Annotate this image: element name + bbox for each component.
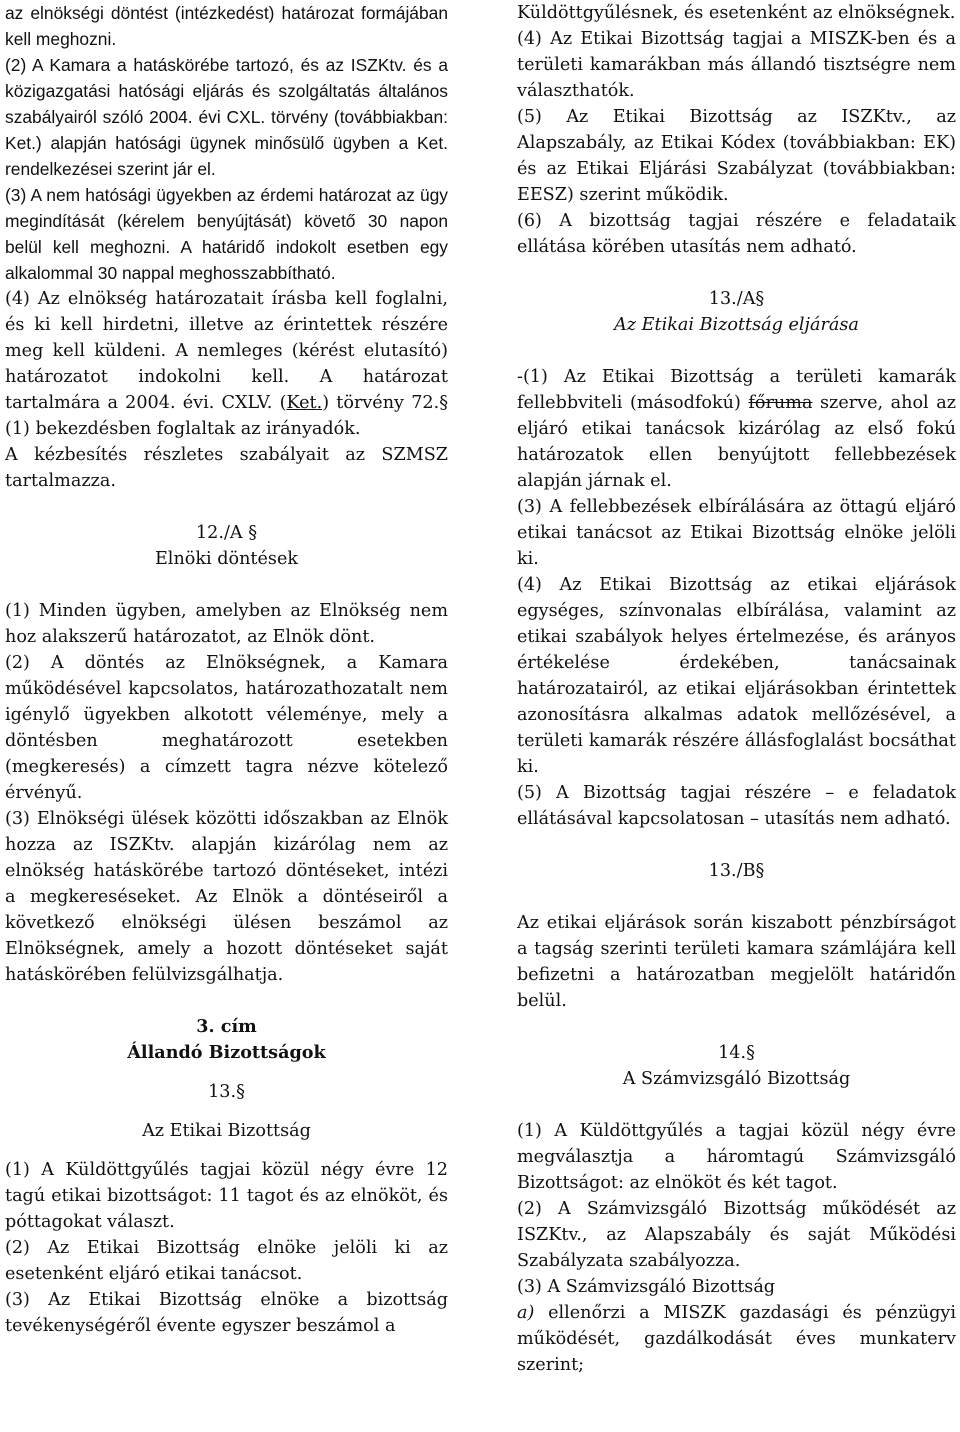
- paragraph: A kézbesítés részletes szabályait az SZMSZ tartalmazza.: [5, 445, 448, 491]
- paragraph: (1) A Küldöttgyűlés a tagjai közül négy évre megválasztja a háromtagú Számvizsgáló Bizottságot: az elnököt és két tagot.: [517, 1121, 956, 1193]
- paragraph: (1) A Küldöttgyűlés tagjai közül négy évre 12 tagú etikai bizottságot: 11 tagot és az elnököt, és póttagokat választ.: [5, 1160, 448, 1232]
- paragraph: az elnökségi döntést (intézkedést) határozat formájában kell meghozni.: [5, 3, 448, 49]
- paragraph: (2) A Számvizsgáló Bizottság működését az ISZKtv., az Alapszabály és saját Működési Szabályzata szabályozza.: [517, 1199, 956, 1271]
- section-number: 13./A§: [708, 289, 765, 309]
- ket-reference: Ket.: [286, 393, 323, 413]
- section-number: 14.§: [718, 1043, 755, 1063]
- section-number: 13./B§: [708, 861, 765, 881]
- paragraph: (2) A Kamara a hatáskörébe tartozó, és az ISZKtv. és a közigazgatási hatósági eljárás és szolgáltatás általános szabályairól szóló 2004. évi CXL. törvény (továbbiakban: Ket.) alapján hatósági ügynek minősülő ügyben a Ket. rendelkezései szerint jár el.: [5, 55, 448, 179]
- text: szerve, ahol az eljáró etikai tanácsok kizárólag az első fokú határozatok ellen benyújtott fellebbezések alapján járnak el.: [517, 393, 956, 491]
- chapter-number: 3. cím: [196, 1016, 257, 1037]
- paragraph: [517, 1300, 956, 1378]
- paragraph: Küldöttgyűlésnek, és esetenként az elnökségnek.: [517, 3, 956, 23]
- paragraph: Az etikai eljárások során kiszabott pénzbírságot a tagság szerinti területi kamara számlájára kell befizetni a határozatban megjelölt határidőn belül.: [517, 913, 956, 1011]
- paragraph: [517, 364, 956, 494]
- paragraph: (4) Az Etikai Bizottság az etikai eljárások egységes, színvonalas elbírálása, valamint az etikai szabályok helyes értelmezése, és arányos értékelése érdekében, tanácsainak határozatairól, az etikai eljárásokban érintettek azonosításra alkalmas adatok mellőzésével, a területi kamarák részére állásfoglalást bocsáthat ki.: [517, 575, 956, 777]
- paragraph: (2) Az Etikai Bizottság elnöke jelöli ki az esetenként eljáró etikai tanácsot.: [5, 1238, 448, 1284]
- text: (4) Az elnökség határozatait írásba kell foglalni, és ki kell hirdetni, illetve az érintettek részére meg kell küldeni. A nemleges (kérést elutasító) határozatot indokolni kell. A határozat tartalmára a 2004. évi. CXLV. (: [5, 289, 448, 413]
- paragraph: (5) Az Etikai Bizottság az ISZKtv., az Alapszabály, az Etikai Kódex (továbbiakban: EK) és az Etikai Eljárási Szabályzat (továbbiakban: EESZ) szerint működik.: [517, 107, 956, 205]
- section-title: Az Etikai Bizottság: [142, 1121, 311, 1141]
- item-label: a): [517, 1303, 535, 1323]
- text: -(1) Az Etikai Bizottság a területi kamarák fellebbviteli (másodfokú): [517, 367, 956, 413]
- paragraph: (3) Az Etikai Bizottság elnöke a bizottság tevékenységéről évente egyszer beszámol a: [5, 1290, 448, 1336]
- paragraph: (3) Elnökségi ülések közötti időszakban az Elnök hozza az ISZKtv. alapján kizárólag nem az elnökség hatáskörébe tartozó döntéseket, intézi a megkereséseket. Az Elnök a döntéseiről a következő elnökségi ülésen beszámol az Elnökségnek, amely a hozott döntéseket saját hatáskörében felülvizsgálhatja.: [5, 809, 448, 985]
- left-column: [5, 0, 448, 1339]
- section-title: Az Etikai Bizottság eljárása: [614, 315, 859, 335]
- paragraph: (1) Minden ügyben, amelyben az Elnökség nem hoz alakszerű határozatot, az Elnök dönt.: [5, 601, 448, 647]
- paragraph: (2) A döntés az Elnökségnek, a Kamara működésével kapcsolatos, határozathozatalt nem igénylő ügyekben alkotott véleménye, mely a döntésben meghatározott esetekben (megkeresés) a címzett tagra nézve kötelező érvényű.: [5, 653, 448, 803]
- chapter-title: Állandó Bizottságok: [127, 1042, 326, 1063]
- paragraph: [5, 286, 448, 442]
- struck-text: főruma: [748, 393, 813, 413]
- text: ellenőrzi a MISZK gazdasági és pénzügyi működését, gazdálkodását éves munkaterv szerint;: [517, 1303, 956, 1375]
- paragraph: (3) A nem hatósági ügyekben az érdemi határozat az ügy megindítását (kérelem benyújtását) követő 30 napon belül kell meghozni. A határidő indokolt esetben egy alkalommal 30 nappal meghosszabbítható.: [5, 185, 448, 283]
- paragraph: (3) A Számvizsgáló Bizottság: [517, 1277, 776, 1297]
- section-number: 13.§: [208, 1082, 245, 1102]
- section-number: 12./A §: [195, 523, 257, 543]
- paragraph: (6) A bizottság tagjai részére e feladataik ellátása körében utasítás nem adható.: [517, 211, 956, 257]
- paragraph: (5) A Bizottság tagjai részére – e feladatok ellátásával kapcsolatosan – utasítás nem adható.: [517, 783, 956, 829]
- section-title: A Számvizsgáló Bizottság: [622, 1069, 851, 1089]
- text: ) törvény 72.§ (1) bekezdésben foglaltak az irányadók.: [5, 393, 448, 439]
- paragraph: (4) Az Etikai Bizottság tagjai a MISZK-ben és a területi kamarákban más állandó tisztségre nem választhatók.: [517, 29, 956, 101]
- paragraph: (3) A fellebbezések elbírálására az öttagú eljáró etikai tanácsot az Etikai Bizottság elnöke jelöli ki.: [517, 497, 956, 569]
- right-column: [517, 0, 956, 1378]
- section-title: Elnöki döntések: [154, 549, 299, 569]
